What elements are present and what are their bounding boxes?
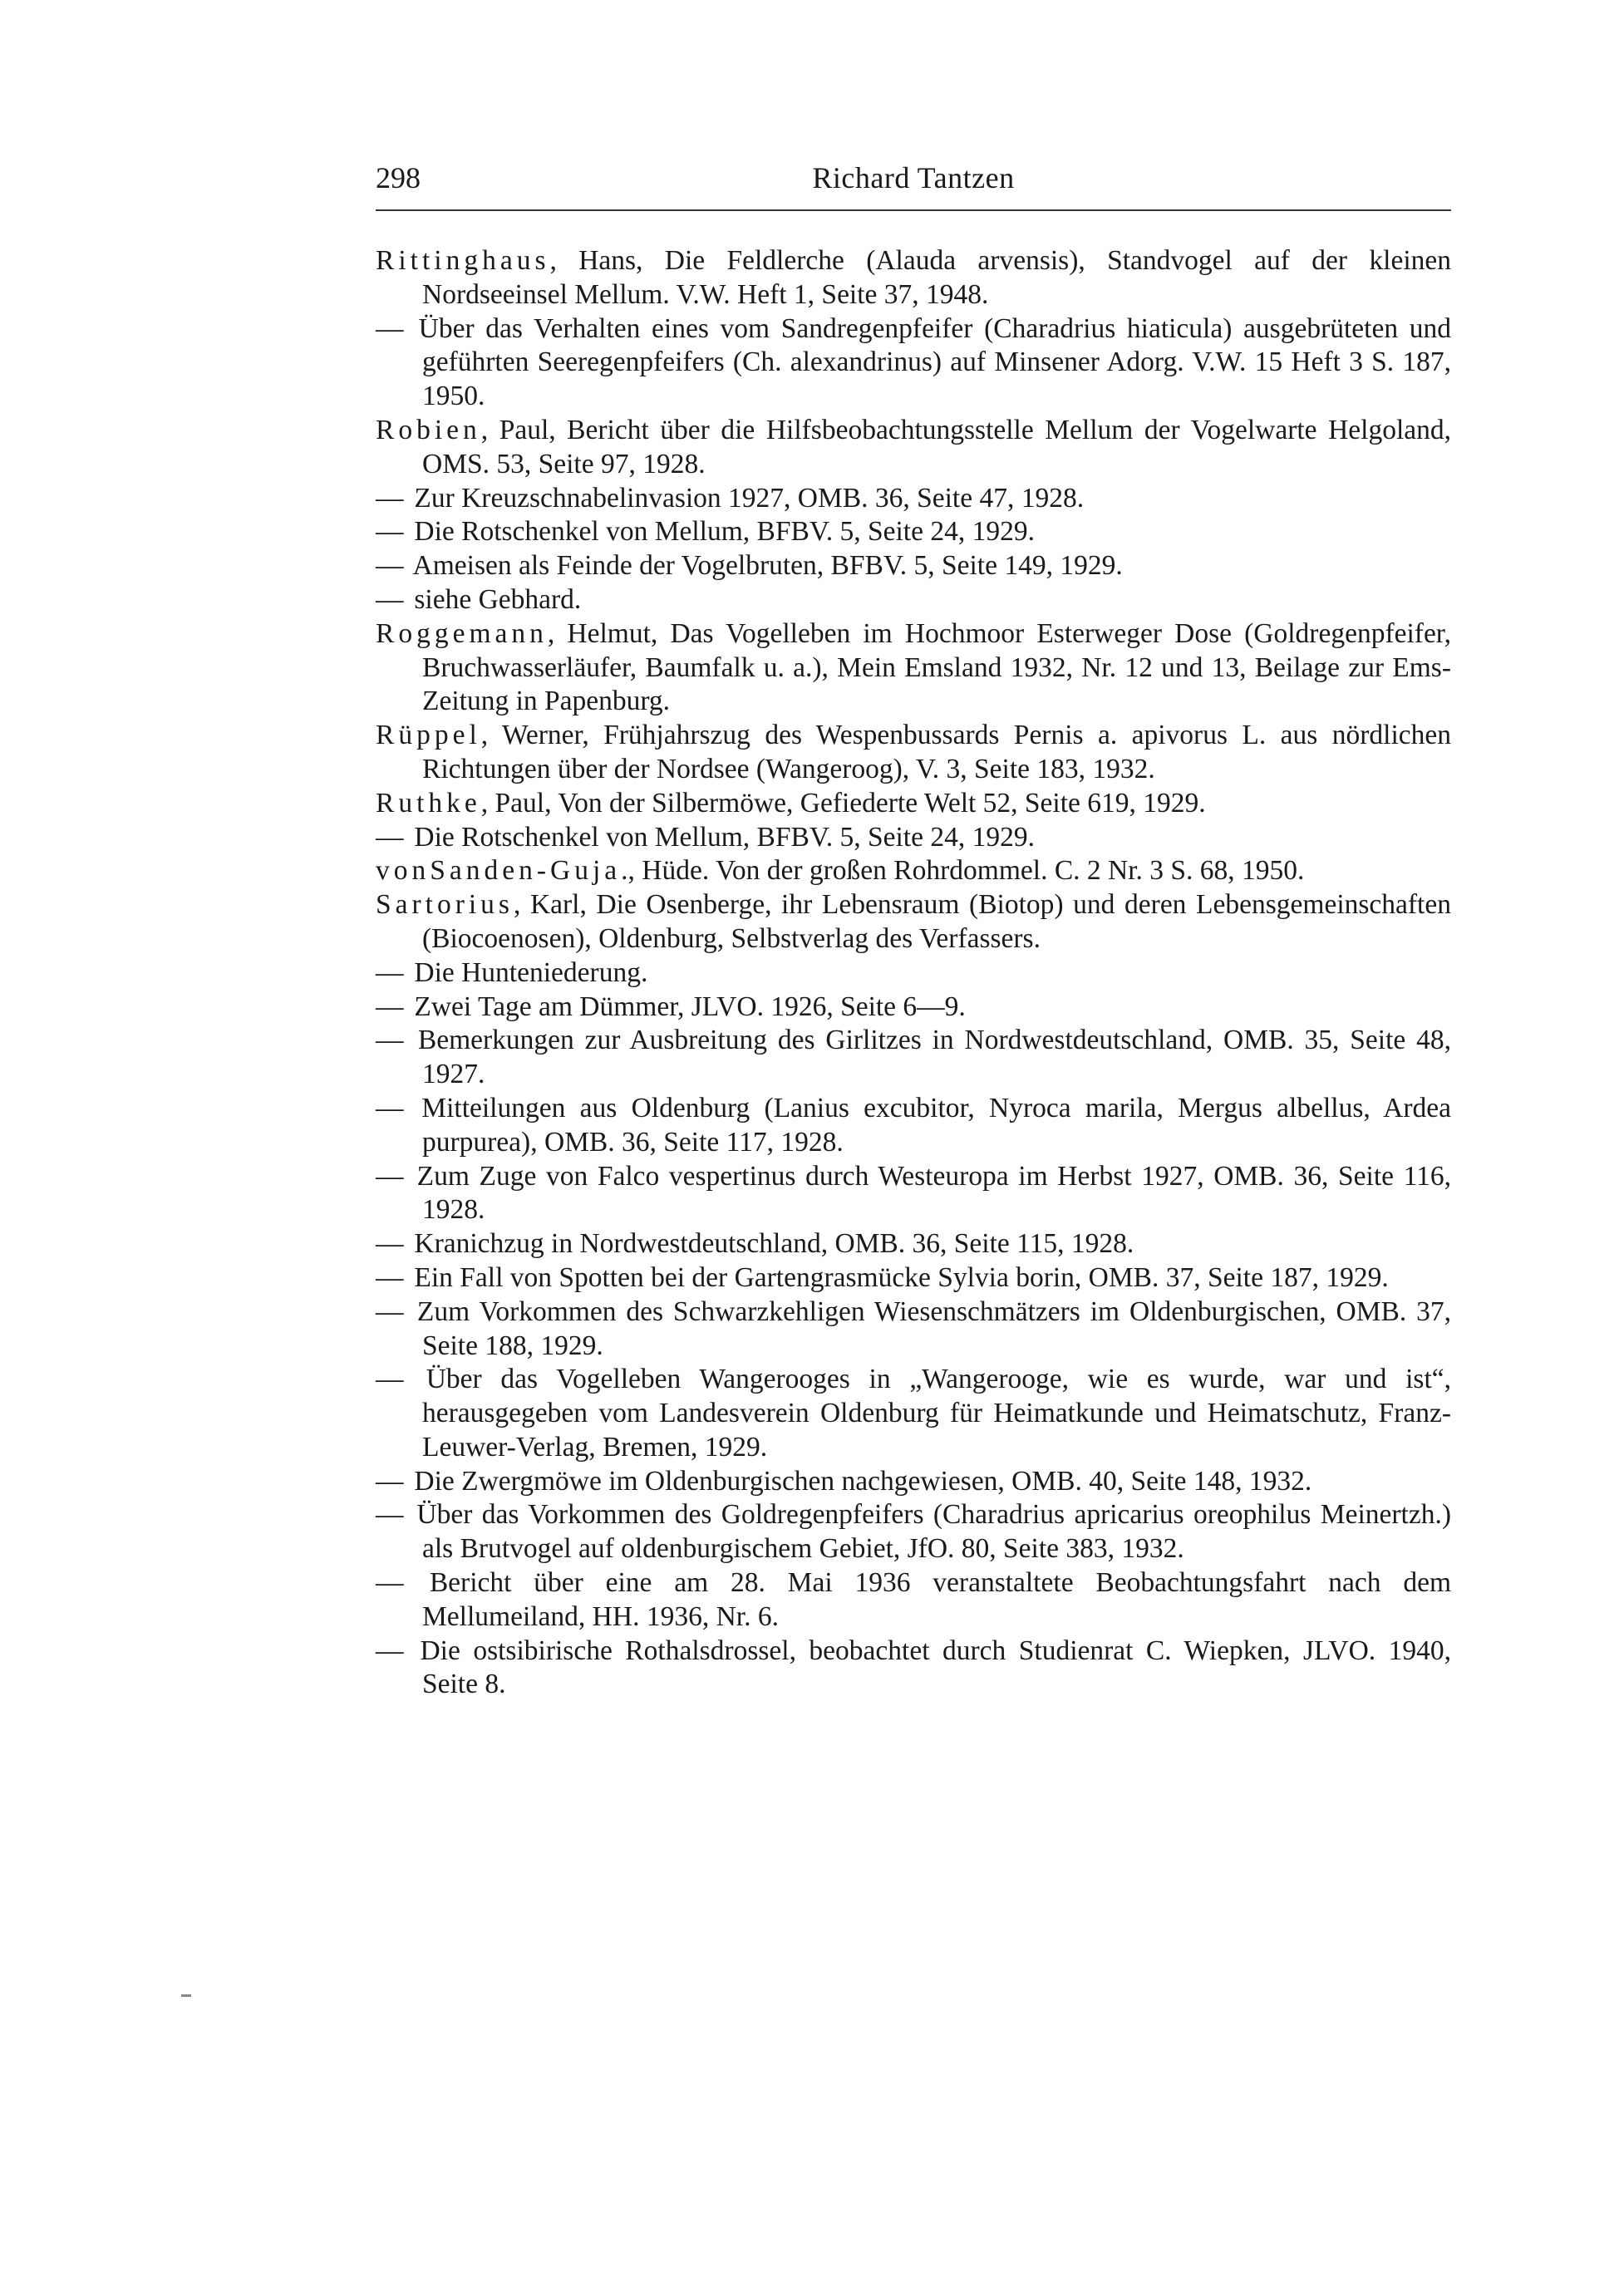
entry-text: siehe Gebhard.	[414, 583, 582, 615]
entry-text: Über das Vorkommen des Goldregenpfeifers (Charadrius apricarius oreophilus Meinertzh.) als Brutvogel auf oldenburgischem Gebiet, JfO. 80, Seite 383, 1932.	[416, 1499, 1451, 1565]
bibliography-entry	[376, 821, 1451, 855]
ditto-dash: —	[376, 821, 404, 853]
entry-text: , Paul, Von der Silbermöwe, Gefiederte Welt 52, Seite 619, 1929.	[480, 787, 1206, 819]
bibliography-entry	[376, 617, 1451, 719]
bibliography-list	[376, 244, 1451, 1702]
entry-author: Ruthke	[376, 787, 481, 819]
ditto-dash: —	[376, 583, 404, 615]
ditto-dash: —	[376, 1364, 404, 1395]
bibliography-entry	[376, 854, 1451, 888]
ditto-dash: —	[376, 1567, 404, 1599]
ditto-dash: —	[376, 1261, 404, 1293]
bibliography-entry	[376, 1261, 1451, 1295]
entry-text: Die Rotschenkel von Mellum, BFBV. 5, Seite 24, 1929.	[414, 821, 1035, 853]
bibliography-entry	[376, 312, 1451, 414]
bibliography-entry	[376, 583, 1451, 617]
entry-text: Mitteilungen aus Oldenburg (Lanius excubitor, Nyroca marila, Mergus albellus, Ardea purpurea), OMB. 36, Seite 117, 1928.	[421, 1092, 1452, 1158]
entry-text: Zwei Tage am Dümmer, JLVO. 1926, Seite 6—9.	[414, 991, 966, 1022]
entry-text: , Werner, Frühjahrszug des Wespenbussards Pernis a. apivorus L. aus nördlichen Richtungen über der Nordsee (Wangeroog), V. 3, Seite 183, 1932.	[422, 720, 1451, 784]
bibliography-entry	[376, 1498, 1451, 1566]
bibliography-entry	[376, 787, 1451, 821]
entry-text: Ein Fall von Spotten bei der Gartengrasmücke Sylvia borin, OMB. 37, Seite 187, 1929.	[414, 1261, 1389, 1293]
ditto-dash: —	[376, 312, 404, 344]
ditto-dash: —	[376, 1092, 404, 1123]
bibliography-entry	[376, 1092, 1451, 1160]
bibliography-entry	[376, 888, 1451, 956]
bibliography-entry	[376, 414, 1451, 482]
page-header	[376, 158, 1451, 211]
entry-author: vonSanden-Guja	[376, 855, 622, 887]
bibliography-entry	[376, 1635, 1451, 1703]
bibliography-entry	[376, 244, 1451, 312]
bibliography-entry	[376, 1295, 1451, 1364]
entry-text: Ameisen als Feinde der Vogelbruten, BFBV. 5, Seite 149, 1929.	[412, 550, 1123, 582]
bibliography-entry	[376, 1566, 1451, 1635]
bibliography-entry	[376, 1465, 1451, 1499]
entry-author: Sartorius	[376, 889, 514, 921]
ditto-dash: —	[376, 1295, 404, 1327]
ditto-dash: —	[376, 956, 404, 988]
bibliography-entry	[376, 991, 1451, 1025]
entry-text: Zum Zuge von Falco vespertinus durch Westeuropa im Herbst 1927, OMB. 36, Seite 116, 1928.	[416, 1160, 1451, 1226]
ditto-dash: —	[376, 1025, 404, 1056]
entry-text: Zum Vorkommen des Schwarzkehligen Wiesenschmätzers im Oldenburgischen, OMB. 37, Seite 188, 1929.	[416, 1295, 1451, 1361]
scan-mark	[181, 1994, 191, 1997]
bibliography-entry	[376, 515, 1451, 549]
bibliography-entry	[376, 1227, 1451, 1261]
entry-author: Robien	[376, 414, 481, 445]
entry-text: Über das Verhalten eines vom Sandregenpfeifer (Charadrius hiaticula) ausgebrüteten und geführten Seeregenpfeifers (Ch. alexandrinus) auf Minsener Adorg. V.W. 15 Heft 3 S. 187, 1950.	[418, 312, 1452, 412]
entry-text: Bemerkungen zur Ausbreitung des Girlitzes in Nordwestdeutschland, OMB. 35, Seite 48, 1927.	[417, 1025, 1451, 1090]
entry-text: ., Hüde. Von der großen Rohrdommel. C. 2 Nr. 3 S. 68, 1950.	[621, 855, 1305, 887]
entry-text: Kranichzug in Nordwestdeutschland, OMB. 36, Seite 115, 1928.	[414, 1228, 1134, 1260]
entry-text: , Hans, Die Feldlerche (Alauda arvensis), Standvogel auf der kleinen Nordseeinsel Mellum. V.W. Heft 1, Seite 37, 1948.	[422, 245, 1451, 310]
ditto-dash: —	[376, 550, 404, 582]
entry-text: Die Zwergmöwe im Oldenburgischen nachgewiesen, OMB. 40, Seite 148, 1932.	[414, 1465, 1312, 1497]
ditto-dash: —	[376, 991, 404, 1022]
ditto-dash: —	[376, 516, 404, 548]
entry-text: , Helmut, Das Vogelleben im Hochmoor Esterweger Dose (Goldregenpfeifer, Bruchwasserläufer, Baumfalk u. a.), Mein Emsland 1932, Nr. 12 und 13, Beilage zur Ems-Zeitung in Papenburg.	[422, 617, 1451, 717]
entry-author: Rittinghaus	[376, 245, 550, 276]
entry-text: Über das Vogelleben Wangerooges in „Wangerooge, wie es wurde, war und ist“, herausgegeben vom Landesverein Oldenburg für Heimatkunde und Heimatschutz, Franz-Leuwer-Verlag, Bremen, 1929.	[422, 1364, 1451, 1463]
ditto-dash: —	[376, 1635, 404, 1666]
entry-text: , Karl, Die Osenberge, ihr Lebensraum (Biotop) und deren Lebensgemeinschaften (Biocoenosen), Oldenburg, Selbstverlag des Verfassers.	[422, 889, 1451, 954]
page-number: 298	[376, 161, 421, 194]
ditto-dash: —	[376, 1499, 404, 1531]
bibliography-entry	[376, 719, 1451, 787]
entry-text: Zur Kreuzschnabelinvasion 1927, OMB. 36, Seite 47, 1928.	[414, 482, 1085, 514]
entry-text: Die ostsibirische Rothalsdrossel, beobachtet durch Studienrat C. Wiepken, JLVO. 1940, Seite 8.	[420, 1635, 1451, 1700]
entry-text: Bericht über eine am 28. Mai 1936 veranstaltete Beobachtungsfahrt nach dem Mellumeiland, HH. 1936, Nr. 6.	[422, 1567, 1451, 1632]
entry-text: , Paul, Bericht über die Hilfsbeobachtungsstelle Mellum der Vogelwarte Helgoland, OMS. 53, Seite 97, 1928.	[422, 414, 1451, 479]
ditto-dash: —	[376, 482, 404, 514]
bibliography-entry	[376, 956, 1451, 991]
bibliography-entry	[376, 1160, 1451, 1228]
bibliography-entry	[376, 1024, 1451, 1092]
bibliography-entry	[376, 482, 1451, 516]
entry-text: Die Rotschenkel von Mellum, BFBV. 5, Seite 24, 1929.	[414, 516, 1035, 548]
bibliography-entry	[376, 1363, 1451, 1464]
entry-author: Roggemann	[376, 617, 548, 649]
ditto-dash: —	[376, 1228, 404, 1260]
entry-text: Die Hunteniederung.	[414, 956, 648, 988]
bibliography-entry	[376, 549, 1451, 583]
running-title: Richard Tantzen	[812, 161, 1015, 194]
ditto-dash: —	[376, 1160, 404, 1192]
ditto-dash: —	[376, 1465, 404, 1497]
entry-author: Rüppel	[376, 720, 481, 751]
